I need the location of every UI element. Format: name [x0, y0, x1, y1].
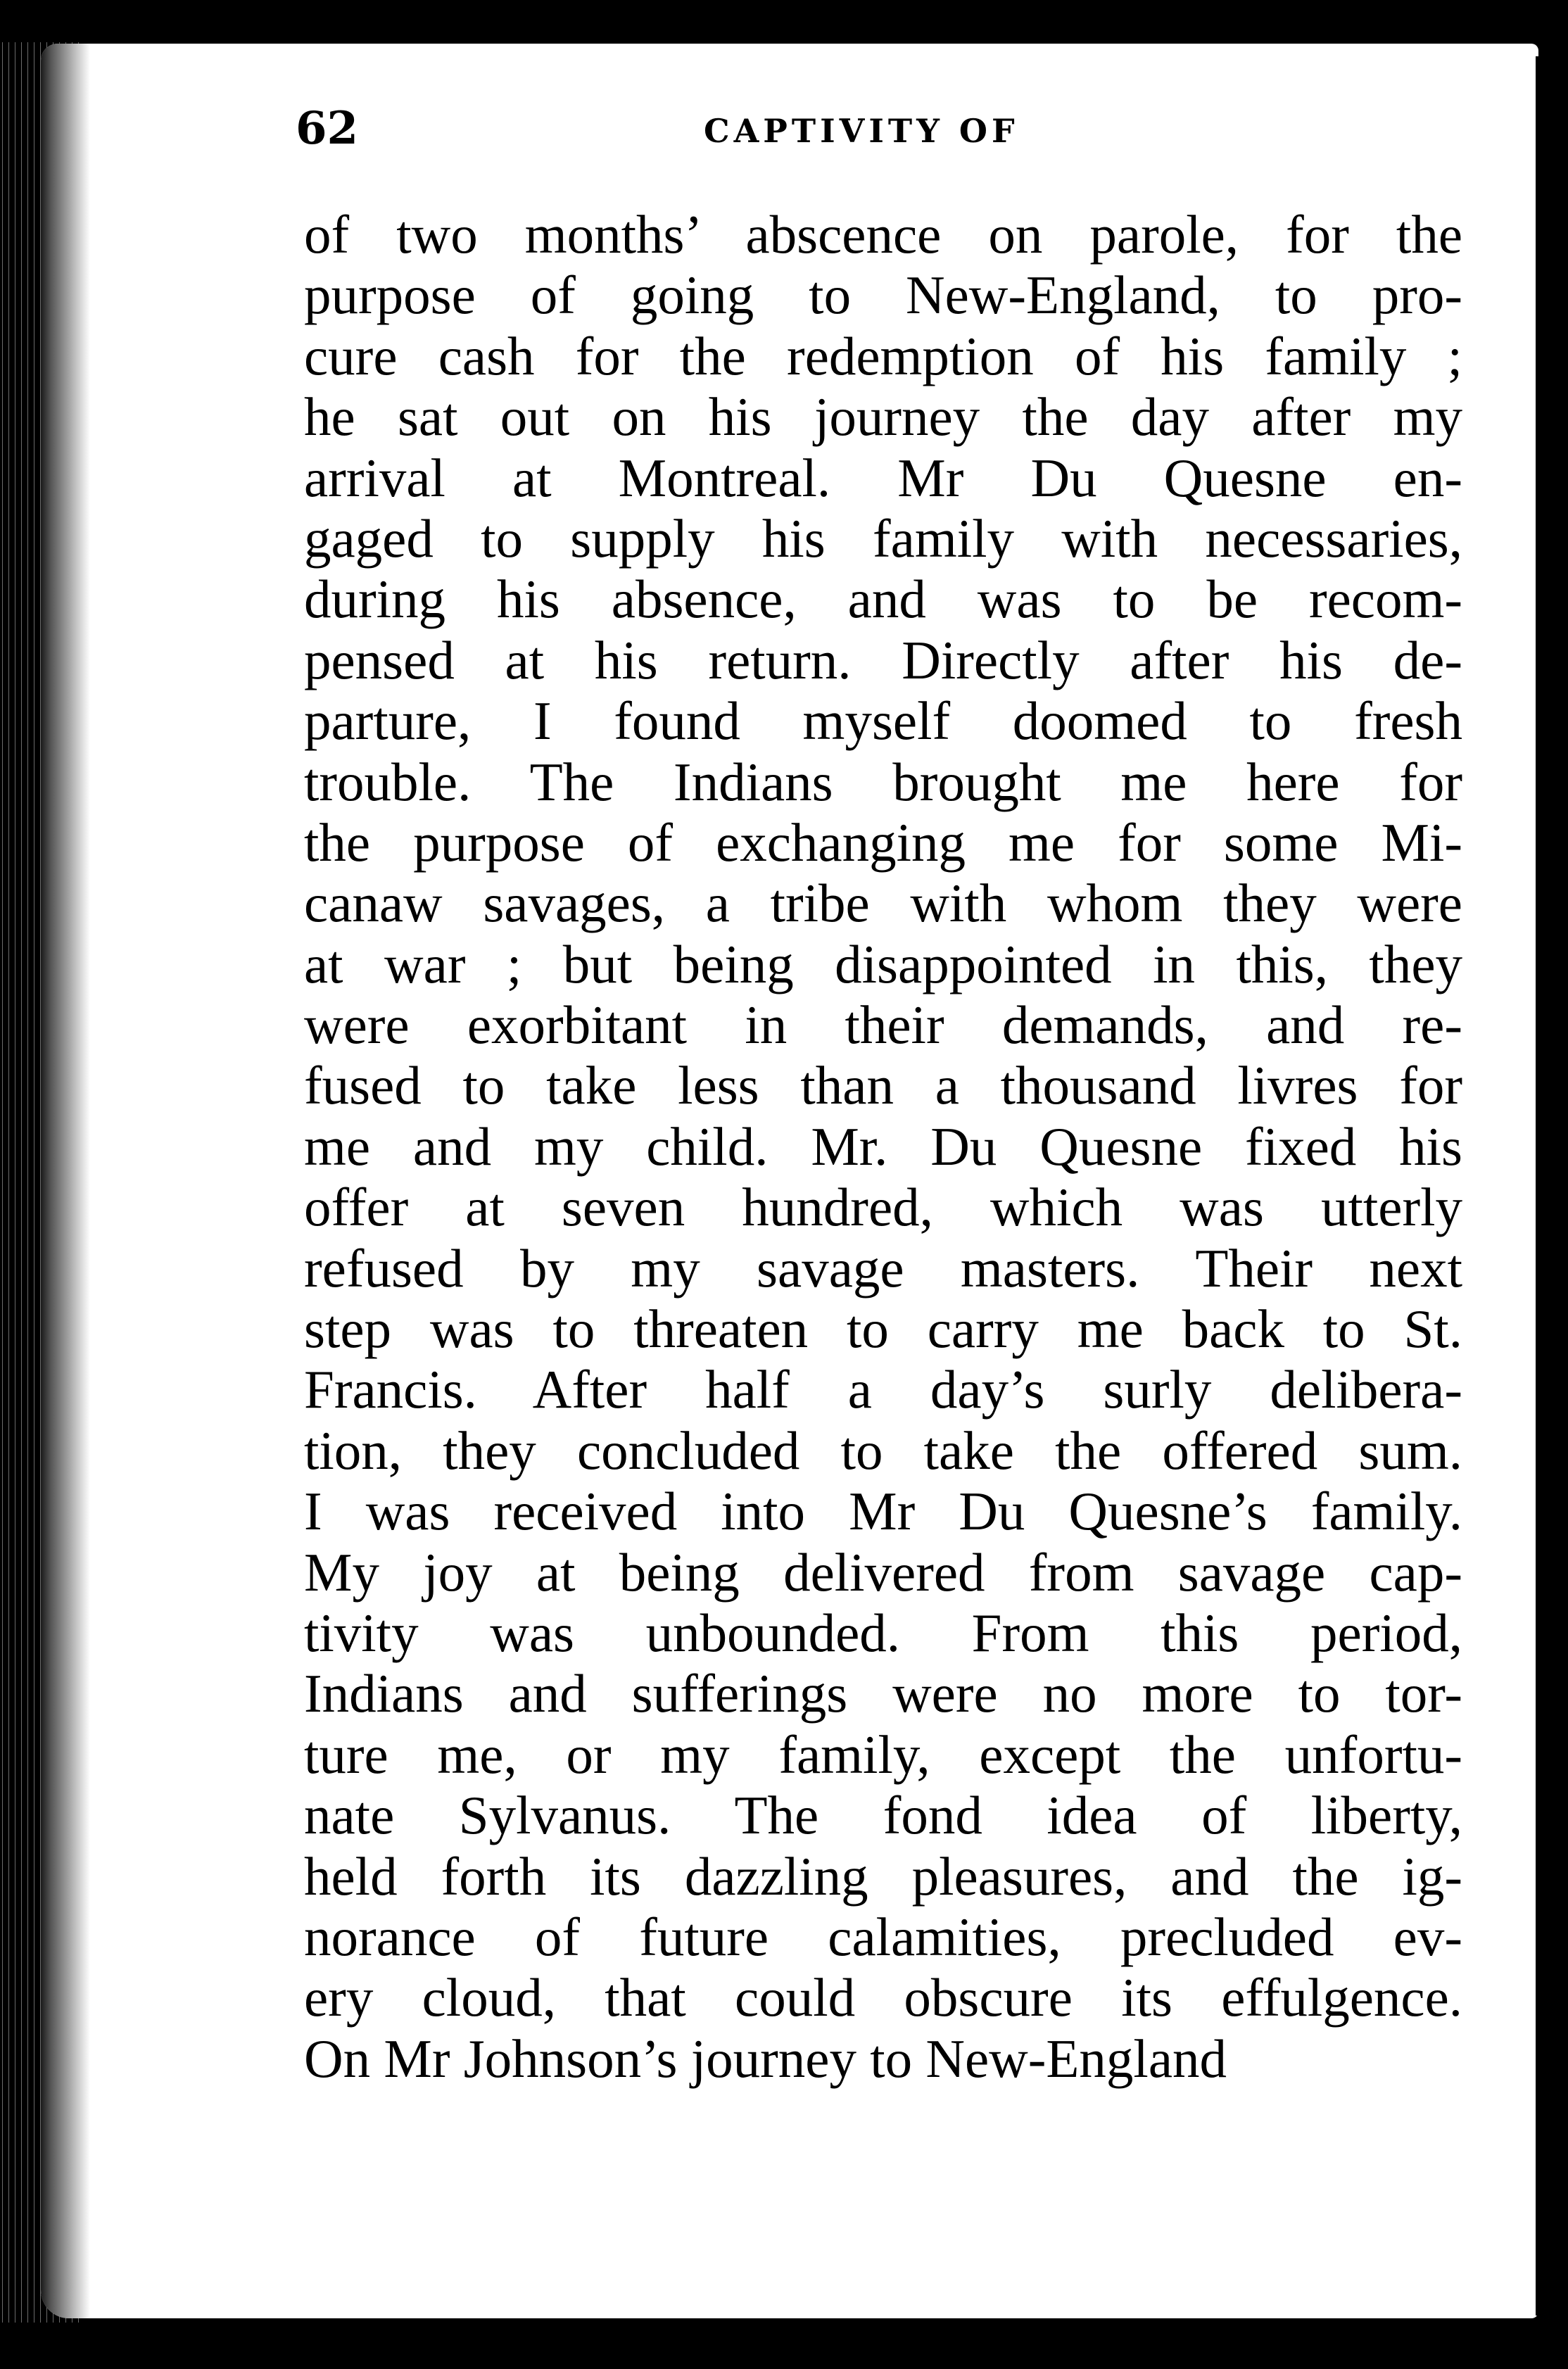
text-line: On Mr Johnson’s journey to New-England	[304, 2028, 1227, 2089]
text-line: ery cloud, that could obscure its effulgence.	[304, 1967, 1462, 2028]
text-line: gaged to supply his family with necessaries,	[304, 507, 1462, 569]
page-number: 62	[296, 102, 359, 155]
text-line: Francis. After half a day’s surly delibera-	[304, 1359, 1462, 1420]
text-line: nate Sylvanus. The fond idea of liberty,	[304, 1785, 1462, 1846]
text-line: during his absence, and was to be recom-	[304, 569, 1462, 630]
text-line: were exorbitant in their demands, and re-	[304, 994, 1462, 1056]
text-line: ture me, or my family, except the unfortu-	[304, 1724, 1462, 1785]
text-line: fused to take less than a thousand livres for	[304, 1055, 1462, 1116]
text-line: he sat out on his journey the day after my	[304, 386, 1462, 448]
text-line: step was to threaten to carry me back to St.	[304, 1299, 1462, 1360]
text-line: trouble. The Indians brought me here for	[304, 751, 1462, 812]
text-line: me and my child. Mr. Du Quesne fixed his	[304, 1116, 1462, 1177]
text-line: tivity was unbounded. From this period,	[304, 1602, 1462, 1663]
page-gutter-shadow	[41, 44, 90, 2318]
page-header	[296, 97, 1464, 160]
running-head: CAPTIVITY OF	[704, 112, 1019, 150]
body-text	[304, 204, 1462, 2089]
text-line: My joy at being delivered from savage cap-	[304, 1541, 1462, 1603]
facing-page-edge	[1536, 56, 1554, 2316]
text-line: cure cash for the redemption of his family ;	[304, 325, 1462, 386]
text-line: purpose of going to New-England, to pro-	[304, 265, 1462, 326]
text-line: norance of future calamities, precluded ev-	[304, 1906, 1462, 1967]
text-line: arrival at Montreal. Mr Du Quesne en-	[304, 447, 1462, 508]
text-line: Indians and sufferings were no more to tor-	[304, 1663, 1462, 1724]
text-line: offer at seven hundred, which was utterly	[304, 1177, 1462, 1238]
text-line: of two months’ abscence on parole, for the	[304, 204, 1462, 265]
text-line: the purpose of exchanging me for some Mi-	[304, 811, 1462, 873]
text-line: canaw savages, a tribe with whom they were	[304, 873, 1462, 934]
text-line: pensed at his return. Directly after his de-	[304, 629, 1462, 690]
text-line: I was received into Mr Du Quesne’s family.	[304, 1481, 1462, 1542]
text-line: held forth its dazzling pleasures, and the ig-	[304, 1845, 1462, 1907]
text-line: at war ; but being disappointed in this, they	[304, 933, 1462, 994]
text-line: refused by my savage masters. Their next	[304, 1237, 1462, 1299]
text-line: parture, I found myself doomed to fresh	[304, 690, 1462, 752]
text-line: tion, they concluded to take the offered sum.	[304, 1420, 1462, 1481]
